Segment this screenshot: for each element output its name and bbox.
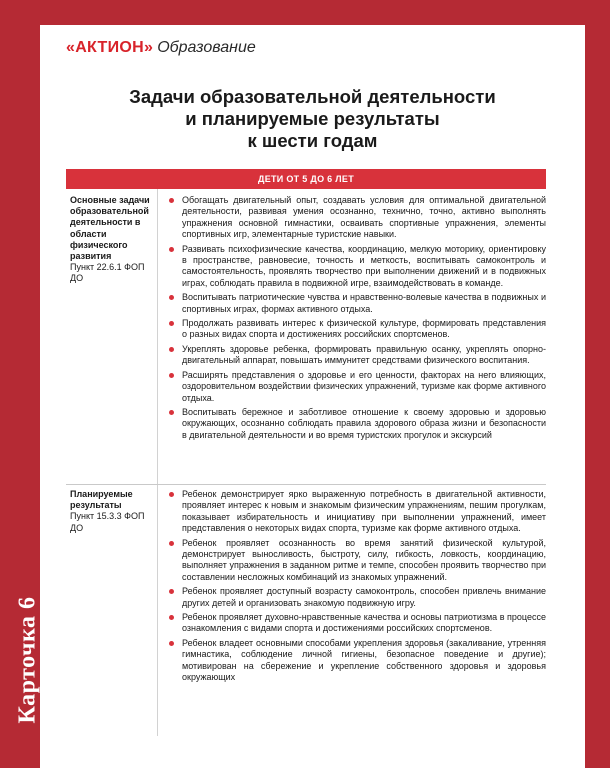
bullet-icon: [169, 321, 174, 326]
row-label: [70, 489, 154, 534]
row-label-ref: Пункт 22.6.1 ФОП ДО: [70, 262, 145, 284]
title-line: к шести годам: [247, 130, 378, 151]
bullet-icon: [169, 615, 174, 620]
table-header: ДЕТИ ОТ 5 ДО 6 ЛЕТ: [66, 169, 546, 189]
content-table: [66, 169, 546, 736]
list-item: Воспитывать патриотические чувства и нравственно-волевые качества в подвижных и спортивных играх, формах активного отдыха.: [166, 292, 546, 315]
list-item: Продолжать развивать интерес к физической культуре, формировать представления о разных видах спорта и достижениях российских спортсменов.: [166, 318, 546, 341]
document-card: [40, 25, 585, 768]
bullet-icon: [169, 541, 174, 546]
bullet-icon: [169, 492, 174, 497]
bullet-icon: [169, 410, 174, 415]
list-item: Ребенок проявляет осознанность во время занятий физической культурой, демонстрирует выносливость, быстроту, силу, гибкость, ловкость, координацию, выполняет упражнения в заданном ритме и темпе, способен проявить творчество при составлении несложных комбинаций из знакомых упражнений.: [166, 538, 546, 584]
page-title: [40, 86, 585, 152]
results-list: [166, 489, 546, 687]
list-item: Ребенок владеет основными способами укрепления здоровья (закаливание, утренняя гимнастика, соблюдение личной гигиены, безопасное поведение и другие); мотивирован на сбережение и укрепление собственного здоровья и здоровья окружающих: [166, 638, 546, 684]
table-row-tasks: [66, 193, 546, 485]
row-label-title: Планируемые результаты: [70, 489, 133, 511]
brand: [66, 39, 256, 57]
bullet-icon: [169, 247, 174, 252]
row-label-title: Основные задачи образовательной деятельности в области физического развития: [70, 195, 150, 262]
list-item: Развивать психофизические качества, координацию, мелкую моторику, ориентировку в пространстве, равновесие, точность и меткость, воспитывать самоконтроль и самостоятельность, проявлять творчество при выполнении движений и в подвижных играх, соблюдать правила в подвижной игре, взаимодействовать в команде.: [166, 244, 546, 290]
bullet-icon: [169, 641, 174, 646]
brand-logo: «АКТИОН»: [66, 39, 154, 56]
row-label: [70, 195, 154, 285]
title-line: Задачи образовательной деятельности: [129, 86, 496, 107]
list-item: Расширять представления о здоровье и его ценности, факторах на него влияющих, оздоровительном воздействии физических упражнений, туризме как форме активного отдыха.: [166, 370, 546, 404]
bullet-icon: [169, 347, 174, 352]
task-list: [166, 195, 546, 444]
list-item: Укреплять здоровье ребенка, формировать правильную осанку, укреплять опорно-двигательный аппарат, повышать иммунитет средствами физического воспитания.: [166, 344, 546, 367]
brand-subtitle: Образование: [157, 39, 256, 56]
list-item: Ребенок демонстрирует ярко выраженную потребность в двигательной активности, проявляет интерес к новым и знакомым физическим упражнениям, пешим прогулкам, показывает избирательность и инициативу при выполнении упражнений, имеет представления о некоторых видах спорта, туризме как форме активного отдыха.: [166, 489, 546, 535]
list-item: Обогащать двигательный опыт, создавать условия для оптимальной двигательной деятельности, развивая умения осознанно, технично, точно, активно выполнять упражнения основной гимнастики, осваивать спортивные упражнения, элементы спортивных игр, элементарные туристские навыки.: [166, 195, 546, 241]
list-item: Ребенок проявляет духовно-нравственные качества и основы патриотизма в процессе ознакомления с видами спорта и достижениями российских спортсменов.: [166, 612, 546, 635]
card-number-label: Карточка 6: [14, 596, 41, 724]
bullet-icon: [169, 198, 174, 203]
bullet-icon: [169, 295, 174, 300]
bullet-icon: [169, 589, 174, 594]
list-item: Ребенок проявляет доступный возрасту самоконтроль, способен привлечь внимание других детей и организовать знакомую подвижную игру.: [166, 586, 546, 609]
table-row-results: [66, 487, 546, 735]
row-label-ref: Пункт 15.3.3 ФОП ДО: [70, 511, 145, 533]
title-line: и планируемые результаты: [185, 108, 440, 129]
list-item: Воспитывать бережное и заботливое отношение к своему здоровью и здоровью окружающих, осознанно соблюдать правила здорового образа жизни и безопасности в двигательной деятельности и во время туристских прогулок и экскурсий: [166, 407, 546, 441]
bullet-icon: [169, 373, 174, 378]
